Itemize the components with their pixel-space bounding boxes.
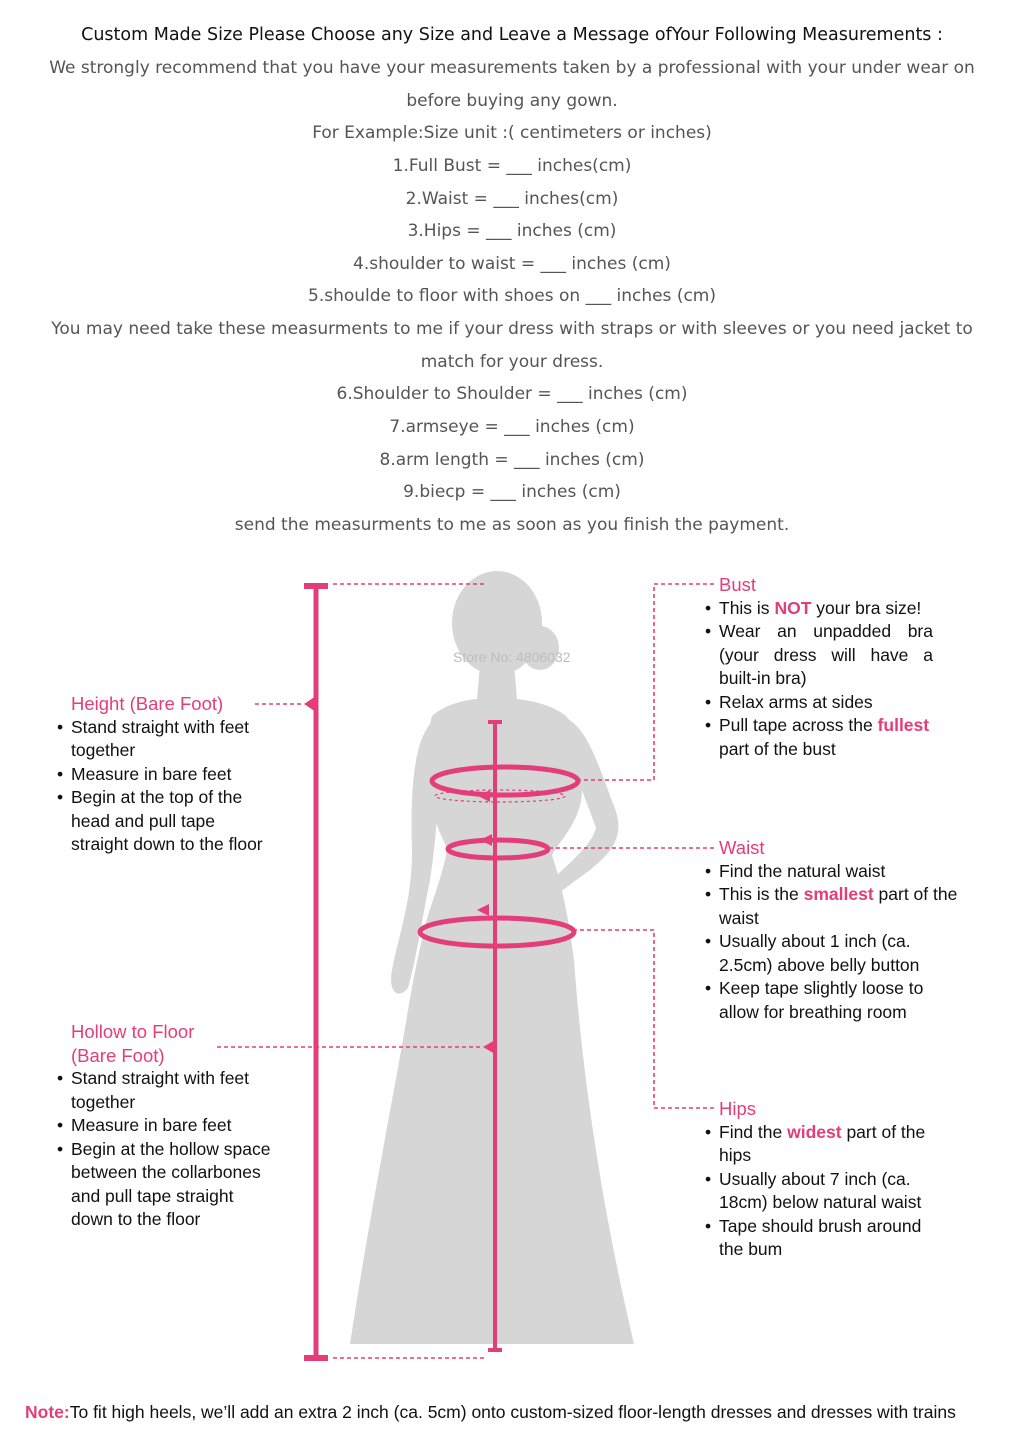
height-title: Height (Bare Foot) (71, 693, 224, 714)
hollow-item-2: • Measure in bare feet (57, 1114, 272, 1138)
hips-section (705, 1097, 945, 1262)
hips-emphasis-widest: widest (787, 1121, 842, 1142)
height-item-1: • Stand straight with feet together (57, 716, 272, 763)
note-label: Note: (25, 1402, 70, 1422)
bust-leader (580, 584, 714, 780)
woman-silhouette (350, 571, 634, 1344)
waist-item-2-text-c: part of the waist (719, 884, 958, 928)
measure-shoulder-to-floor: 5.shoulde to floor with shoes on ___ inches (cm) (308, 286, 716, 306)
measure-shoulder-to-waist: 4.shoulder to waist = ___ inches (cm) (353, 254, 671, 274)
hips-item-1-text-a: Find the (719, 1121, 788, 1142)
hollow-item-1: • Stand straight with feet together (57, 1067, 272, 1114)
hips-title: Hips (719, 1098, 757, 1119)
bust-item-4-text-a: Pull tape across the (719, 715, 878, 735)
measure-bicep: 9.biecp = ___ inches (cm) (403, 482, 621, 502)
waist-item-1: • Find the natural waist (705, 860, 975, 884)
height-item-3: • Begin at the top of the head and pull tape straight down to the floor (57, 786, 272, 857)
measure-waist: 2.Waist = ___ inches(cm) (405, 189, 619, 209)
height-section (57, 692, 272, 857)
waist-title: Waist (719, 837, 765, 858)
waist-item-3: • Usually about 1 inch (ca. 2.5cm) above belly button (705, 930, 975, 977)
intro-heading: Custom Made Size Please Choose any Size and Leave a Message ofYour Following Measurements : (81, 25, 943, 45)
measure-full-bust: 1.Full Bust = ___ inches(cm) (392, 156, 632, 176)
note-text: To fit high heels, we’ll add an extra 2 inch (ca. 5cm) onto custom-sized floor-length dresses and dresses with trains (69, 1402, 956, 1422)
intro-example: For Example:Size unit :( centimeters or inches) (312, 123, 712, 143)
store-watermark: Store No: 4806032 (453, 649, 571, 665)
intro-line-1: We strongly recommend that you have your measurements taken by a professional with your under wear on (49, 58, 975, 78)
measure-shoulder-to-shoulder: 6.Shoulder to Shoulder = ___ inches (cm) (336, 384, 688, 404)
hips-item-1 (705, 1121, 945, 1168)
hips-item-1-text-c: part of the hips (719, 1121, 926, 1165)
intro-extra-2: match for your dress. (420, 352, 604, 372)
hollow-section (57, 1020, 272, 1232)
bust-item-1-text-c: your bra size! (811, 597, 922, 618)
intro-line-2: before buying any gown. (406, 91, 618, 111)
bust-item-1-text-a: This is (719, 597, 775, 618)
bust-item-2: • Wear an unpadded bra (your dress will have a built-in bra) (705, 620, 933, 691)
bust-emphasis-fullest: fullest (877, 715, 930, 735)
hips-item-2: • Usually about 7 inch (ca. 18cm) below natural waist (705, 1168, 945, 1215)
waist-section (705, 836, 975, 1024)
waist-emphasis-smallest: smallest (803, 884, 874, 904)
intro-send: send the measurments to me as soon as you finish the payment. (234, 515, 790, 535)
height-marker (304, 696, 316, 712)
hollow-title-2: (Bare Foot) (71, 1044, 165, 1066)
footer-note (25, 1402, 956, 1423)
bust-item-4 (705, 714, 933, 761)
measure-hips: 3.Hips = ___ inches (cm) (407, 221, 617, 241)
waist-item-4: • Keep tape slightly loose to allow for breathing room (705, 977, 975, 1024)
hips-leader (576, 930, 714, 1108)
hollow-item-3: • Begin at the hollow space between the collarbones and pull tape straight down to the floor (57, 1138, 272, 1232)
waist-item-2 (705, 883, 975, 930)
intro-extra-1: You may need take these measurments to me if your dress with straps or with sleeves or you need jacket to (51, 319, 973, 339)
measure-armseye: 7.armseye = ___ inches (cm) (389, 417, 635, 437)
bust-item-1 (705, 597, 933, 621)
bust-section (705, 573, 933, 761)
measure-arm-length: 8.arm length = ___ inches (cm) (379, 450, 645, 470)
bust-item-3: • Relax arms at sides (705, 691, 933, 715)
bust-title: Bust (719, 574, 757, 595)
hollow-title-1: Hollow to Floor (71, 1021, 195, 1042)
hips-item-3: • Tape should brush around the bum (705, 1215, 945, 1262)
bust-item-4-text-c: part of the bust (719, 738, 836, 759)
waist-item-2-text-a: This is the (719, 884, 804, 904)
height-item-2: • Measure in bare feet (57, 763, 272, 787)
bust-emphasis-not: NOT (774, 597, 812, 618)
